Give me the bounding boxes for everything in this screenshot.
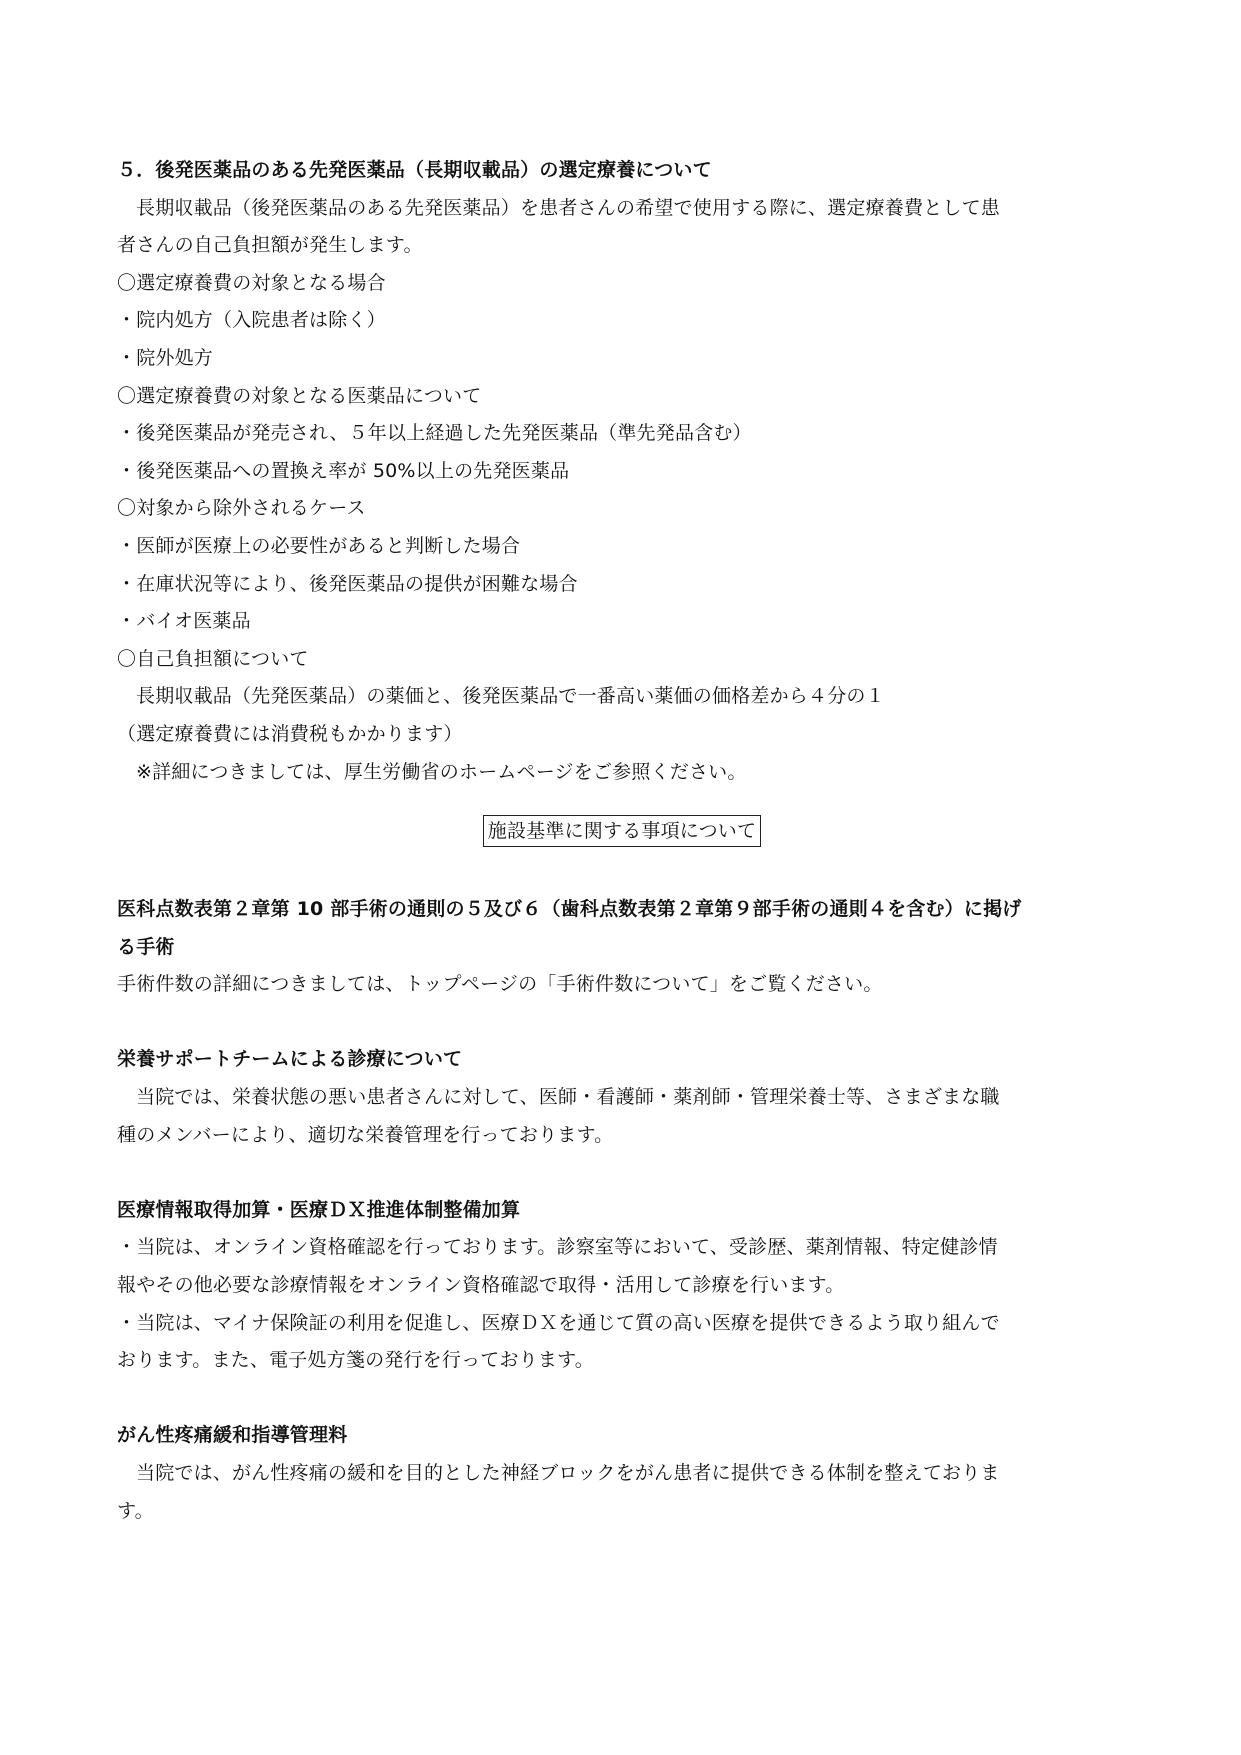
copay-line2: （選定療養費には消費税もかかります）: [117, 722, 463, 745]
nutrition-body-line1: 当院では、栄養状態の悪い患者さんに対して、医師・看護師・薬剤師・管理栄養士等、さまざまな職: [136, 1086, 1000, 1109]
facility-standards-title: 施設基準に関する事項について: [483, 815, 761, 847]
surgery-body: 手術件数の詳細につきましては、トップページの「手術件数について」をご覧ください。: [117, 973, 883, 996]
section5-intro-line1: 長期収載品（後発医薬品のある先発医薬品）を患者さんの希望で使用する際に、選定療養費として患: [136, 196, 1001, 219]
medical-dx-body-line3: ・当院は、マイナ保険証の利用を促進し、医療ＤＸを通じて質の高い医療を提供できるよう取り組んで: [117, 1311, 1000, 1334]
medical-dx-body-line2: 報やその他必要な診療情報をオンライン資格確認で取得・活用して診療を行います。: [117, 1274, 845, 1297]
medical-dx-body-line1: ・当院は、オンライン資格確認を行っております。診察室等において、受診歴、薬剤情報、特定健診情: [117, 1236, 998, 1259]
cases-heading: 〇選定療養費の対象となる場合: [117, 271, 386, 294]
excluded-item: ・在庫状況等により、後発医薬品の提供が困難な場合: [117, 572, 578, 595]
excluded-heading: 〇対象から除外されるケース: [117, 497, 366, 520]
surgery-heading-line2: る手術: [117, 935, 175, 958]
drug-item: ・後発医薬品への置換え率が 50%以上の先発医薬品: [117, 459, 570, 482]
case-item: ・院内処方（入院患者は除く）: [117, 309, 386, 332]
excluded-item: ・バイオ医薬品: [117, 610, 251, 633]
excluded-item: ・医師が医療上の必要性があると判断した場合: [117, 534, 521, 557]
case-item: ・院外処方: [117, 346, 214, 369]
cancer-pain-heading: がん性疼痛緩和指導管理料: [117, 1424, 348, 1447]
nutrition-body-line2: 種のメンバーにより、適切な栄養管理を行っております。: [117, 1123, 614, 1146]
spacer: [117, 791, 1127, 809]
section5-heading: ５．後発医薬品のある先発医薬品（長期収載品）の選定療養について: [117, 159, 712, 181]
copay-line1: 長期収載品（先発医薬品）の薬価と、後発医薬品で一番高い薬価の価格差から４分の１: [136, 685, 885, 708]
copay-note: ※詳細につきましては、厚生労働省のホームページをご参照ください。: [136, 760, 747, 783]
document-page: [117, 152, 1127, 1530]
surgery-heading-line1: 医科点数表第２章第 10 部手術の通則の５及び６（歯科点数表第２章第９部手術の通則４を含む）に掲げ: [117, 898, 1022, 921]
nutrition-heading: 栄養サポートチームによる診療について: [117, 1048, 463, 1071]
spacer: [117, 873, 1127, 891]
drug-item: ・後発医薬品が発売され、５年以上経過した先発医薬品（準先発品含む）: [117, 422, 752, 445]
spacer: [117, 1154, 1127, 1192]
facility-standards-title-wrap: [117, 815, 1127, 859]
cancer-pain-body-line2: す。: [117, 1499, 154, 1522]
cancer-pain-body-line1: 当院では、がん性疼痛の緩和を目的とした神経ブロックをがん患者に提供できる体制を整えておりま: [136, 1462, 1000, 1484]
medical-dx-heading: 医療情報取得加算・医療ＤＸ推進体制整備加算: [117, 1198, 521, 1221]
spacer: [117, 1004, 1127, 1042]
drugs-heading: 〇選定療養費の対象となる医薬品について: [117, 384, 482, 407]
section5-intro-line2: 者さんの自己負担額が発生します。: [117, 234, 423, 257]
spacer: [117, 1380, 1127, 1418]
copay-heading: 〇自己負担額について: [117, 647, 309, 670]
medical-dx-body-line4: おります。また、電子処方箋の発行を行っております。: [117, 1349, 594, 1372]
